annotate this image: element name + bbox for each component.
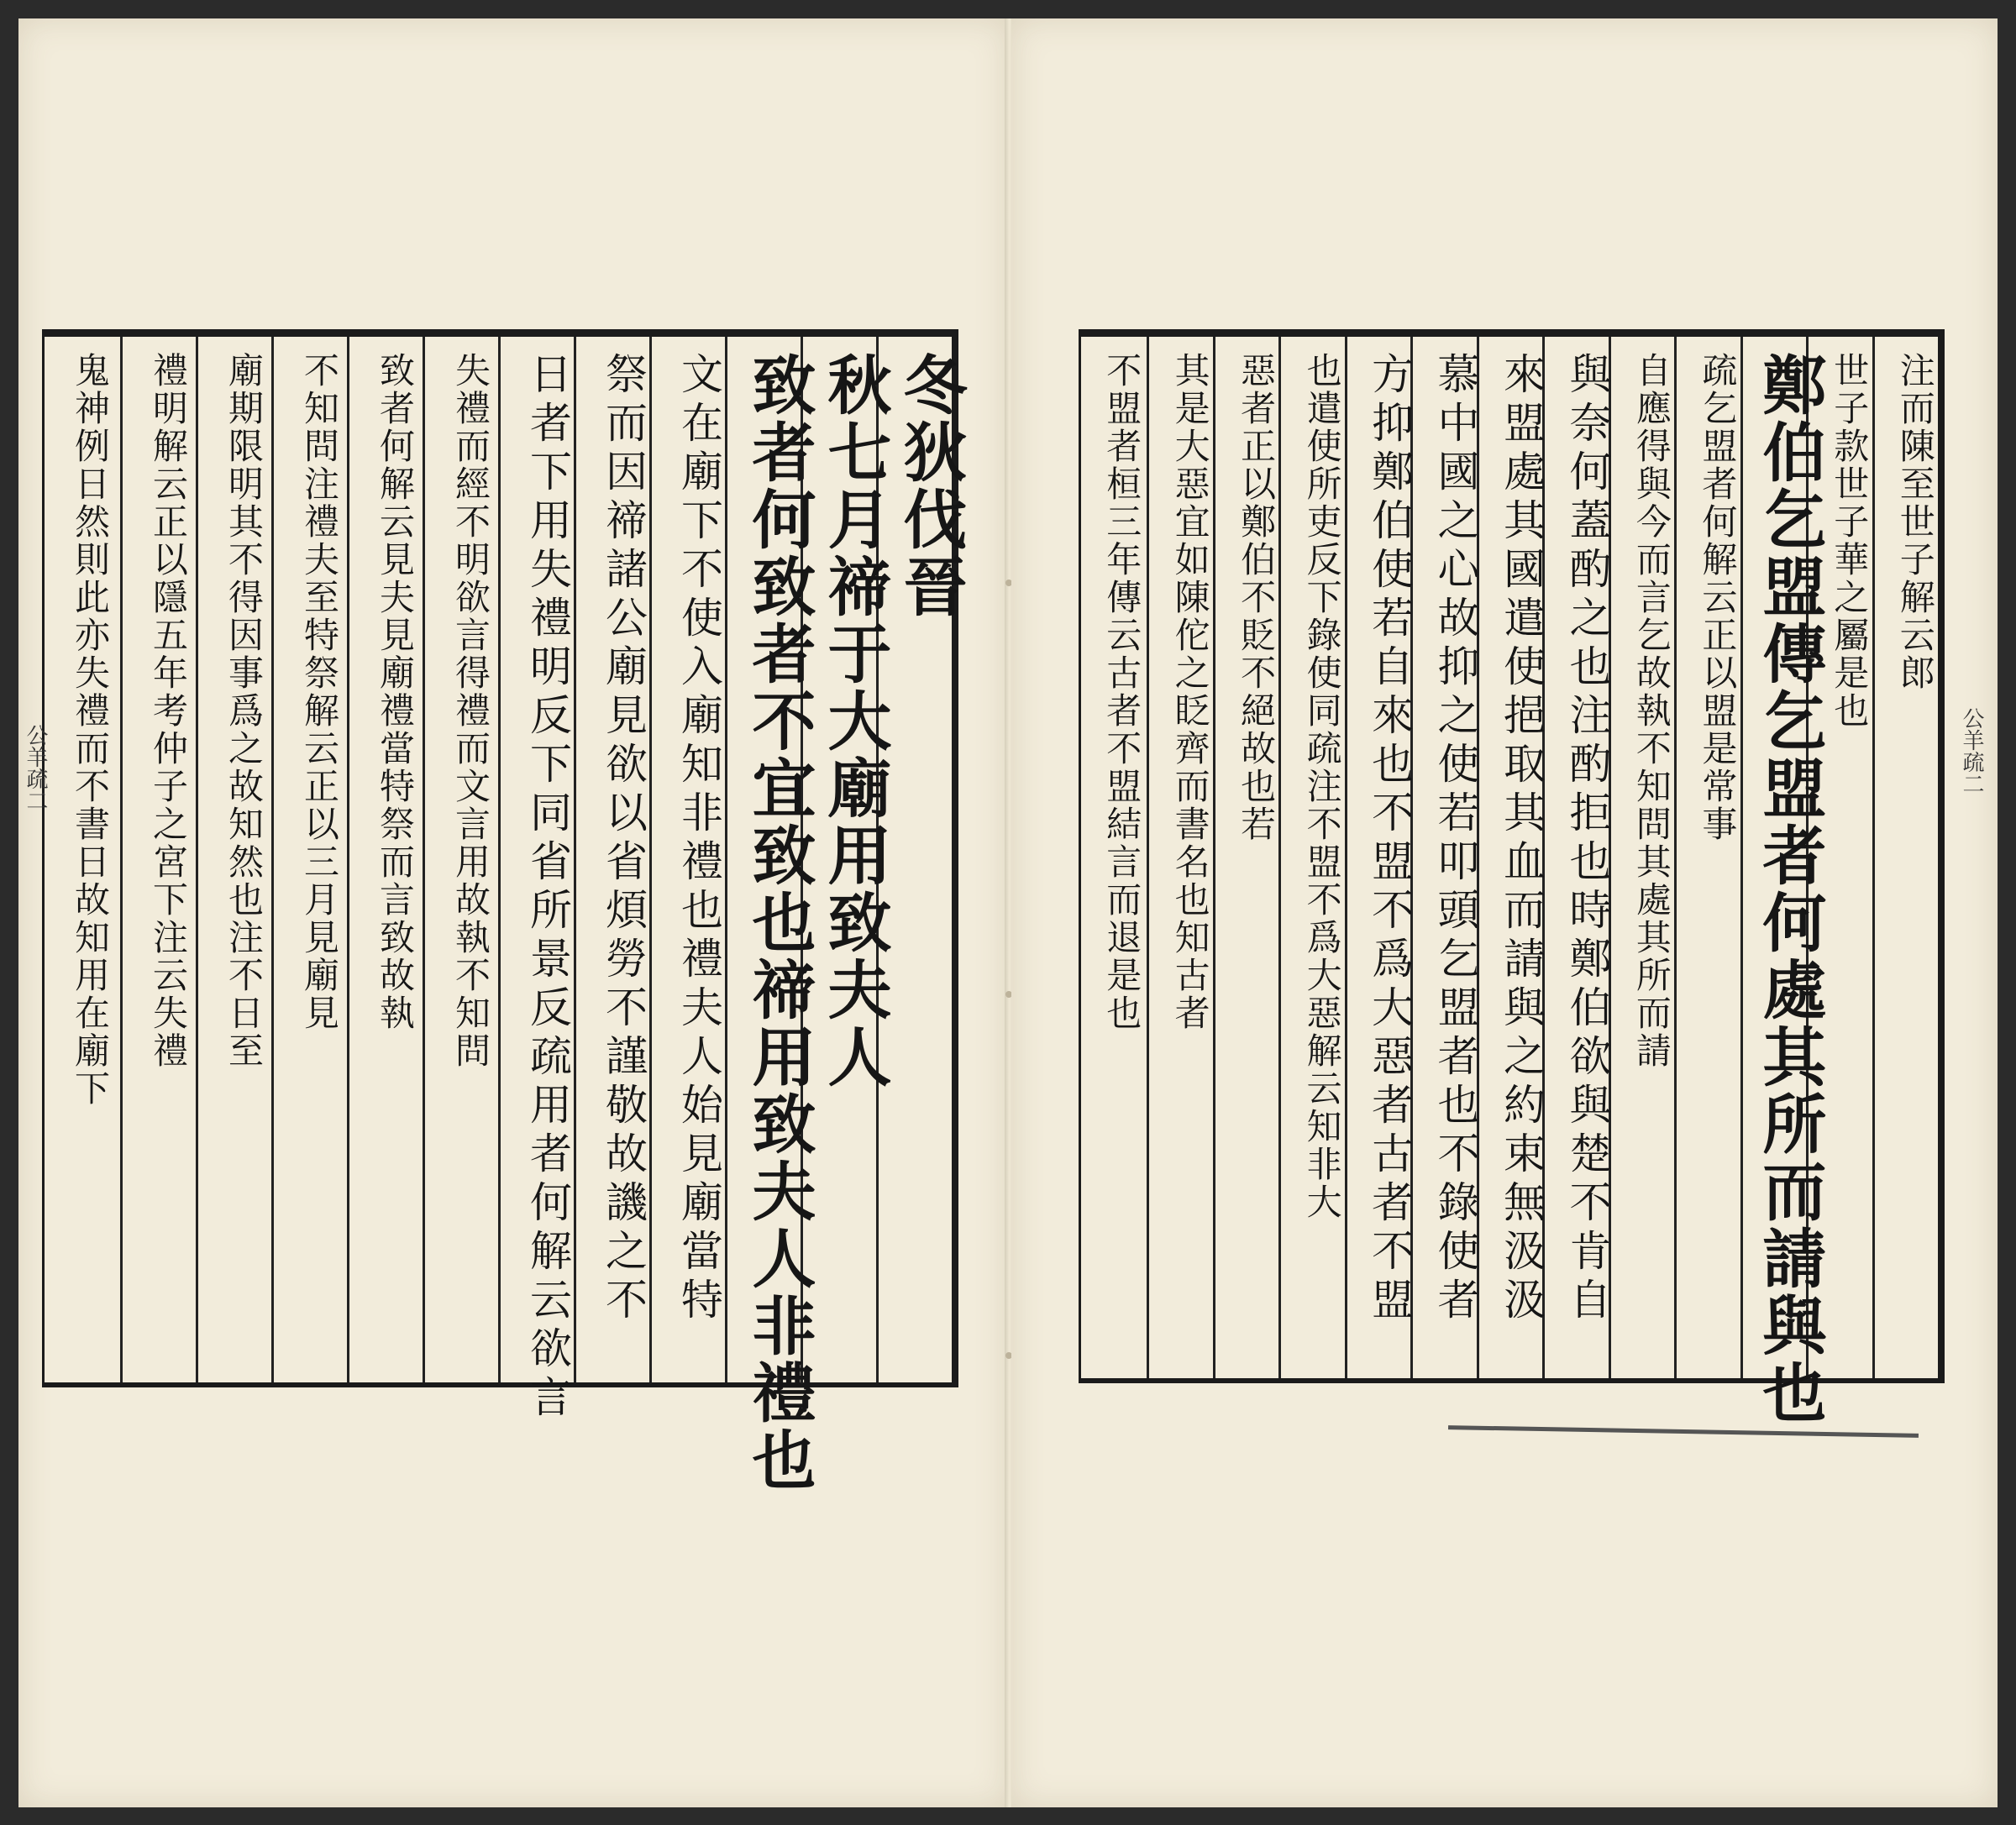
column-text: 來盟處其國遣使挹取其血而請與之約束無汲汲 [1496, 352, 1546, 1326]
right-margin-note: 公羊疏二 [1959, 707, 1984, 795]
text-column [1278, 337, 1347, 1378]
text-column [574, 337, 652, 1382]
text-column [649, 337, 727, 1382]
text-column [725, 337, 816, 1494]
column-text: 世子款世子華之屬是也 [1829, 352, 1871, 730]
column-text: 鄭伯乞盟傳乞盟者何處其所而請與也 [1751, 352, 1827, 1427]
text-column [347, 337, 425, 1382]
text-column [1872, 337, 1940, 1378]
column-text: 惡者正以鄭伯不貶不絕故也若 [1236, 352, 1278, 843]
column-text: 秋七月禘于大廟用致夫人 [817, 352, 892, 1091]
left-text-frame [42, 329, 968, 1494]
column-text: 慕中國之心故抑之使若叩頭乞盟者也不錄使者 [1431, 352, 1480, 1326]
text-column [1213, 337, 1281, 1378]
text-column [498, 337, 576, 1424]
column-text: 注而陳至世子解云郎 [1894, 352, 1936, 692]
column-text: 不盟者桓三年傳云古者不盟結言而退是也 [1101, 352, 1143, 1032]
column-text: 日者下用失禮明反下同省所景反疏用者何解云欲言 [523, 352, 572, 1424]
column-text: 失禮而經不明欲言得禮而文言用故執不知問 [450, 352, 491, 1070]
text-column [1477, 337, 1545, 1378]
column-text: 廟期限明其不得因事爲之故知然也注不日至 [223, 352, 265, 1070]
right-page [1011, 18, 1998, 1807]
text-column [1740, 337, 1827, 1427]
column-text: 祭而因禘諸公廟見欲以省煩勞不謹敬故譏之不 [599, 352, 648, 1326]
text-column [1410, 337, 1478, 1378]
left-margin-note: 公羊疏二 [23, 724, 48, 811]
text-column [1345, 337, 1413, 1378]
right-text-frame [1079, 329, 1945, 1427]
text-column [423, 337, 501, 1382]
column-text: 鬼神例日然則此亦失禮而不書日故知用在廟下 [70, 352, 111, 1108]
column-text: 不知問注禮夫至特祭解云正以三月見廟見 [299, 352, 340, 1032]
text-column [1147, 337, 1215, 1378]
column-text: 與奈何蓋酌之也注酌拒也時鄭伯欲與楚不肯自 [1562, 352, 1612, 1326]
printing-smudge [1448, 1425, 1919, 1438]
column-text: 冬狄伐晉 [893, 352, 968, 621]
column-text: 致者何解云見夫見廟禮當特祭而言致故執 [375, 352, 416, 1032]
text-column [120, 337, 198, 1382]
column-text: 文在廟下不使入廟知非禮也禮夫人始見廟當特 [675, 352, 723, 1326]
left-page [18, 18, 1008, 1807]
column-text: 禮明解云正以隱五年考仲子之宮下注云失禮 [148, 352, 189, 1070]
column-text: 自應得與今而言乞故執不知問其處其所而請 [1630, 352, 1672, 1070]
text-column [1674, 337, 1742, 1378]
column-text: 疏乞盟者何解云正以盟是常事 [1697, 352, 1739, 843]
text-column [45, 337, 120, 1382]
column-text: 其是大惡宜如陳佗之眨齊而書名也知古者 [1169, 352, 1211, 1032]
column-text: 也遣使所吏反下錄使同疏注不盟不爲大惡解云知非大 [1301, 352, 1343, 1221]
column-text: 致者何致者不宜致也禘用致夫人非禮也 [742, 352, 816, 1494]
text-column [271, 337, 349, 1382]
column-text: 方抑鄭伯使若自來也不盟不爲大惡者古者不盟 [1365, 352, 1415, 1326]
text-column [1081, 337, 1147, 1378]
text-column [1609, 337, 1677, 1378]
text-column [196, 337, 274, 1382]
text-column [1542, 337, 1610, 1378]
